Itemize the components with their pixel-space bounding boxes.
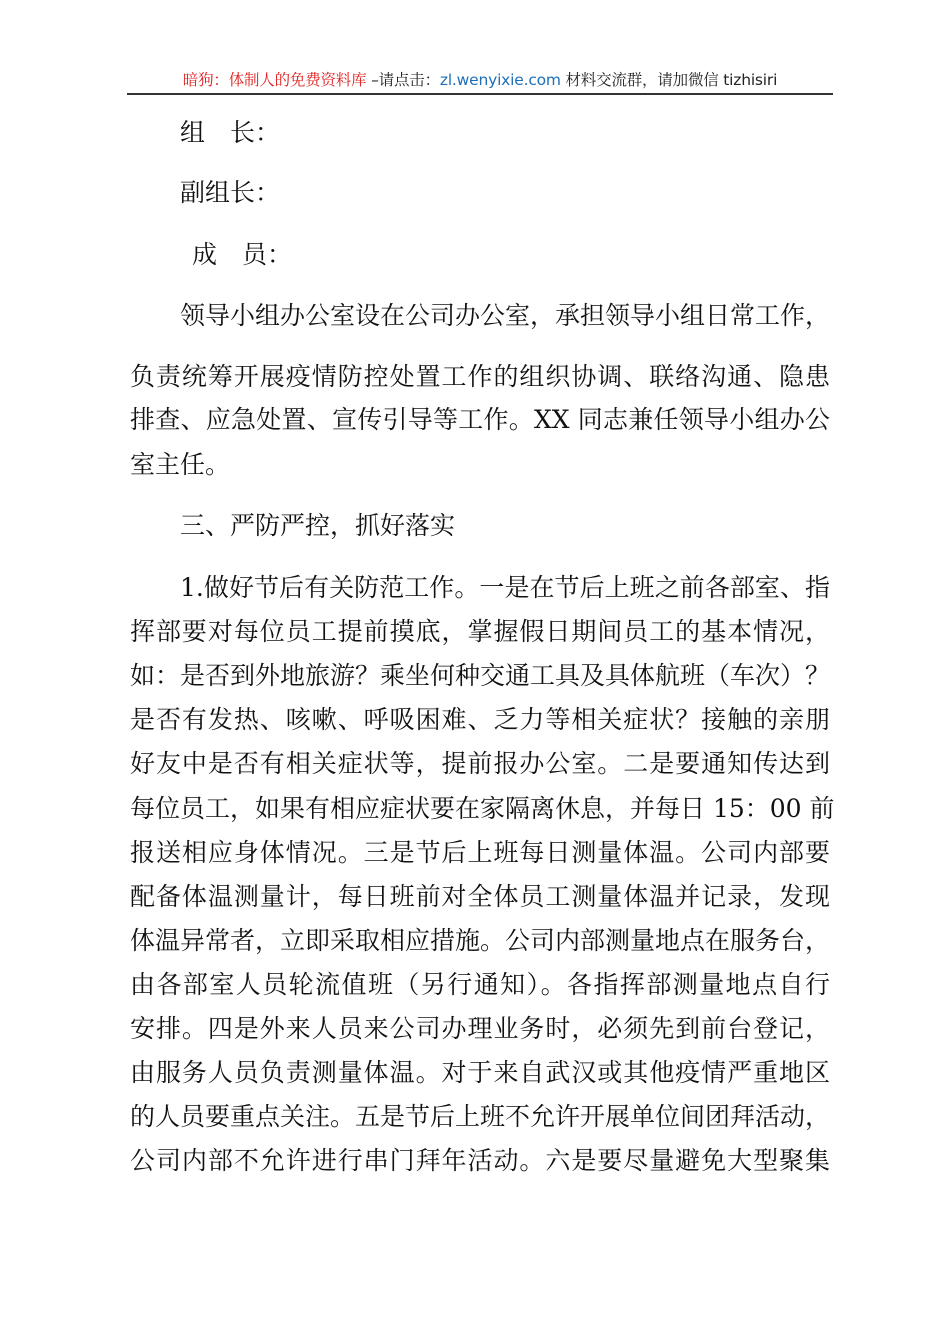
section-heading: 三、严防严控，抓好落实 <box>180 511 456 540</box>
paragraph-line: 安排。四是外来人员来公司办理业务时，必须先到前台登记， <box>130 1014 830 1043</box>
role-members: 成 员： <box>192 240 293 269</box>
paragraph-line: 1.做好节后有关防范工作。一是在节后上班之前各部室、指 <box>180 573 830 602</box>
paragraph-line: 由服务人员负责测量体温。对于来自武汉或其他疫情严重地区 <box>130 1058 830 1087</box>
page-header <box>127 68 833 94</box>
role-leader: 组 长： <box>180 118 281 147</box>
paragraph-line: 由各部室人员轮流值班（另行通知）。各指挥部测量地点自行 <box>130 970 830 999</box>
paragraph-line: 每位员工，如果有相应症状要在家隔离休息，并每日 15：00 前 <box>130 794 835 823</box>
paragraph-line: 挥部要对每位员工提前摸底，掌握假日期间员工的基本情况， <box>130 617 830 646</box>
paragraph-line: 体温异常者，立即采取相应措施。公司内部测量地点在服务台， <box>130 926 831 955</box>
header-brand: 暗狗：体制人的免费资料库 <box>182 71 367 89</box>
paragraph-line: 室主任。 <box>130 450 231 479</box>
paragraph-line: 的人员要重点关注。五是节后上班不允许开展单位间团拜活动， <box>130 1102 831 1131</box>
paragraph-line: 报送相应身体情况。三是节后上班每日测量体温。公司内部要 <box>130 838 830 867</box>
header-prompt: –请点击： <box>366 71 440 89</box>
paragraph-line: 公司内部不允许进行串门拜年活动。六是要尽量避免大型聚集 <box>130 1146 830 1175</box>
header-divider <box>127 93 833 95</box>
paragraph-line: 如：是否到外地旅游？乘坐何种交通工具及具体航班（车次）？ <box>130 661 831 690</box>
paragraph-line: 负责统筹开展疫情防控处置工作的组织协调、联络沟通、隐患 <box>130 362 830 391</box>
paragraph-line: 是否有发热、咳嗽、呼吸困难、乏力等相关症状？接触的亲朋 <box>130 705 830 734</box>
paragraph-line: 排查、应急处置、宣传引导等工作。XX 同志兼任领导小组办公 <box>130 405 830 434</box>
paragraph-line: 领导小组办公室设在公司办公室，承担领导小组日常工作， <box>180 301 831 330</box>
paragraph-line: 配备体温测量计，每日班前对全体员工测量体温并记录，发现 <box>130 882 830 911</box>
header-link[interactable]: zl.wenyixie.com <box>439 71 561 89</box>
paragraph-line: 好友中是否有相关症状等，提前报办公室。二是要通知传达到 <box>130 749 830 778</box>
role-deputy: 副组长： <box>180 178 281 207</box>
header-contact: 材料交流群，请加微信 tizhisiri <box>560 71 778 89</box>
